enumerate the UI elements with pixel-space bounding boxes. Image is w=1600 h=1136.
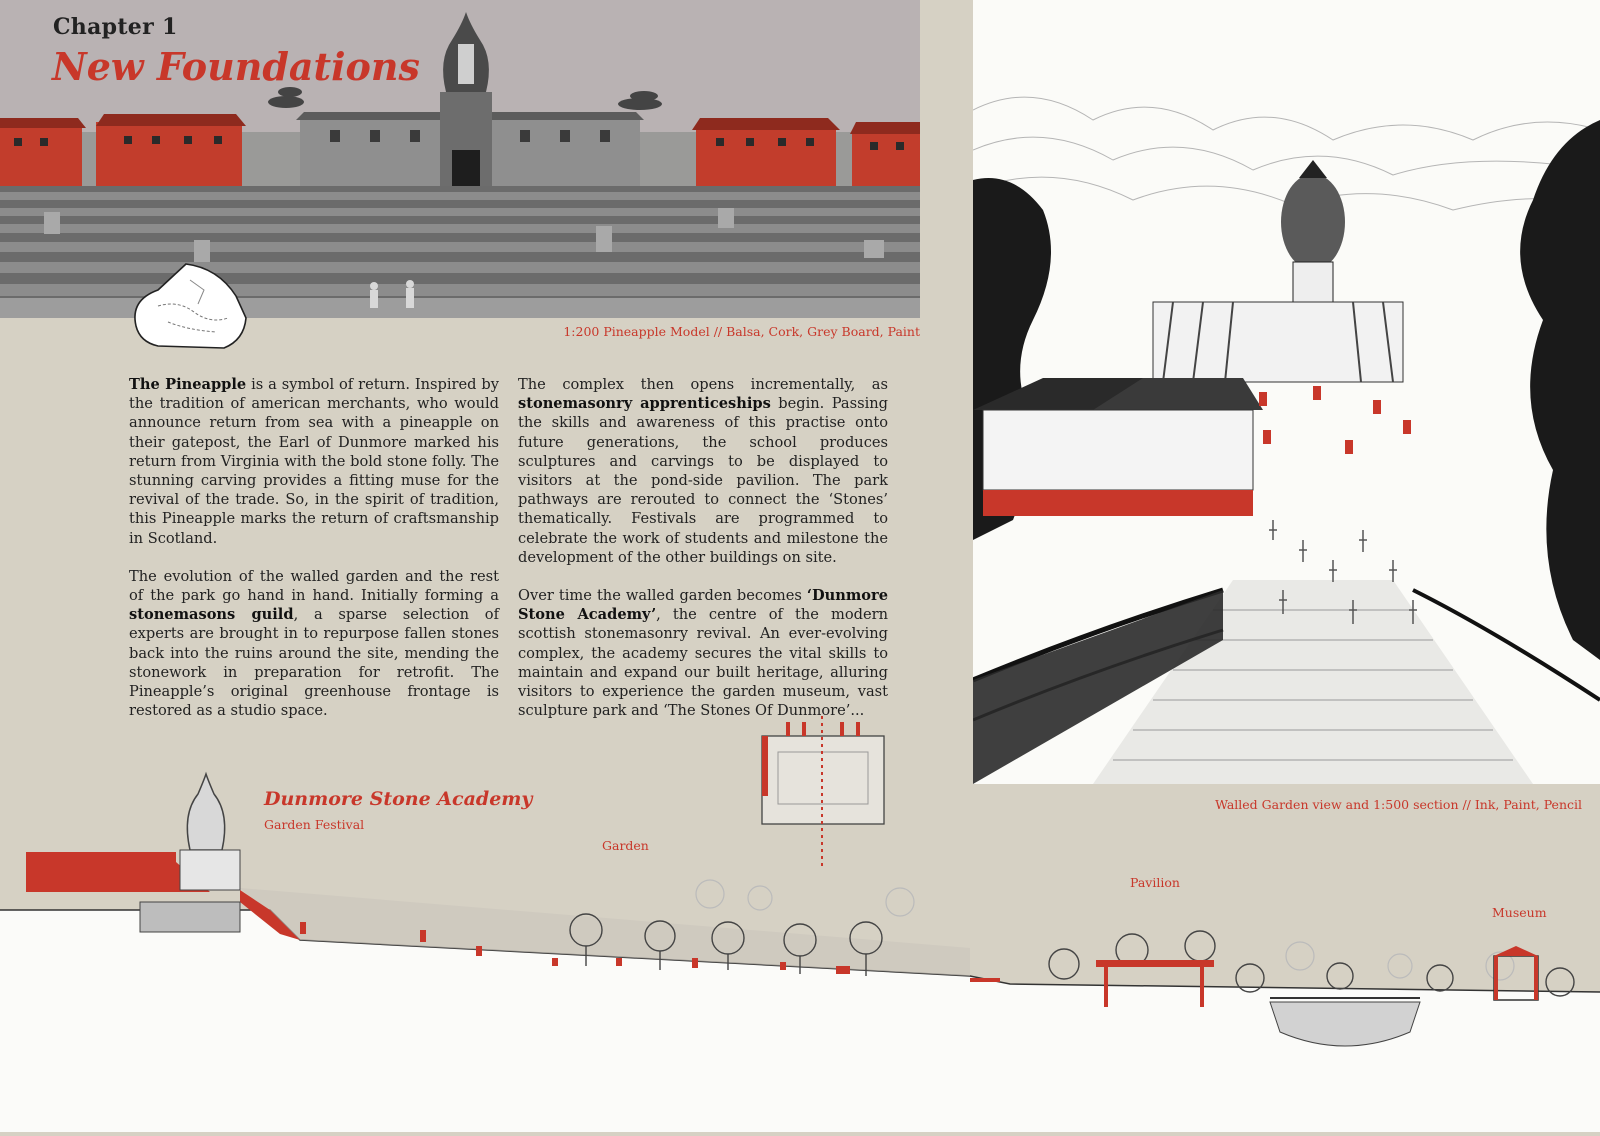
- paragraph: [129, 567, 499, 721]
- paragraph-text: , the centre of the modern scottish stonemasonry revival. An ever-evolving complex, the academy secures the vital skills to maintain and expand our built heritage, alluring visitors to experience the garden museum, vast sculpture park and ‘The Stones Of Dunmore’...: [518, 606, 888, 720]
- paragraph-text: The complex then opens incrementally, as: [518, 376, 888, 393]
- chapter-title: New Foundations: [52, 44, 420, 89]
- paragraph-text: begin. Passing the skills and awareness of this practise onto future generations, the school produces sculptures and carvings to be displayed to visitors at the pond-side pavilion. The park pathways are rerouted to connect the ‘Stones’ thematically. Festivals are programmed to celebrate the work of students and milestone the development of the other buildings on site.: [518, 395, 888, 566]
- chapter-label: Chapter 1: [53, 14, 178, 40]
- body-column-right: [518, 375, 888, 739]
- body-column-left: [129, 375, 499, 739]
- paragraph-text: Over time the walled garden becomes: [518, 587, 807, 605]
- paragraph-text: The evolution of the walled garden and the rest of the park go hand in hand. Initially forming a: [129, 567, 499, 605]
- section-label-garden: Garden: [602, 838, 649, 853]
- section-title: Dunmore Stone Academy: [264, 788, 533, 810]
- section-label-museum: Museum: [1492, 905, 1547, 920]
- sketch-caption: Walled Garden view and 1:500 section // Ink, Paint, Pencil: [1215, 797, 1582, 812]
- key-term: stonemasonry apprenticeships: [518, 395, 771, 413]
- paragraph: [518, 586, 888, 720]
- model-caption: 1:200 Pineapple Model // Balsa, Cork, Grey Board, Paint: [563, 324, 920, 339]
- key-term: ‘Dunmore Stone Academy’: [518, 587, 888, 624]
- paragraph: [129, 375, 499, 548]
- site-locator-sketch: [128, 260, 252, 352]
- walled-garden-sketch: [973, 0, 1600, 784]
- paragraph-text: , a sparse selection of experts are brought in to repurpose fallen stones back into the ruins around the site, mending the stonework in preparation for retrofit. The Pineapple’s original greenhouse frontage is restored as a studio space.: [129, 606, 499, 720]
- lead-term: The Pineapple: [129, 376, 247, 393]
- section-label-garden-festival: Garden Festival: [264, 817, 365, 832]
- section-label-pavilion: Pavilion: [1130, 875, 1180, 890]
- key-plan-diagram: [756, 716, 890, 866]
- paragraph-text: is a symbol of return. Inspired by the tradition of american merchants, who would announce return from sea with a pineapple on their gatepost, the Earl of Dunmore marked his return from Virginia with the bold stone folly. The stunning carving provides a fitting muse for the revival of the trade. So, in the spirit of tradition, this Pineapple marks the return of craftsmanship in Scotland.: [129, 376, 499, 547]
- key-term: stonemasons guild: [129, 606, 294, 624]
- paragraph: [518, 375, 888, 567]
